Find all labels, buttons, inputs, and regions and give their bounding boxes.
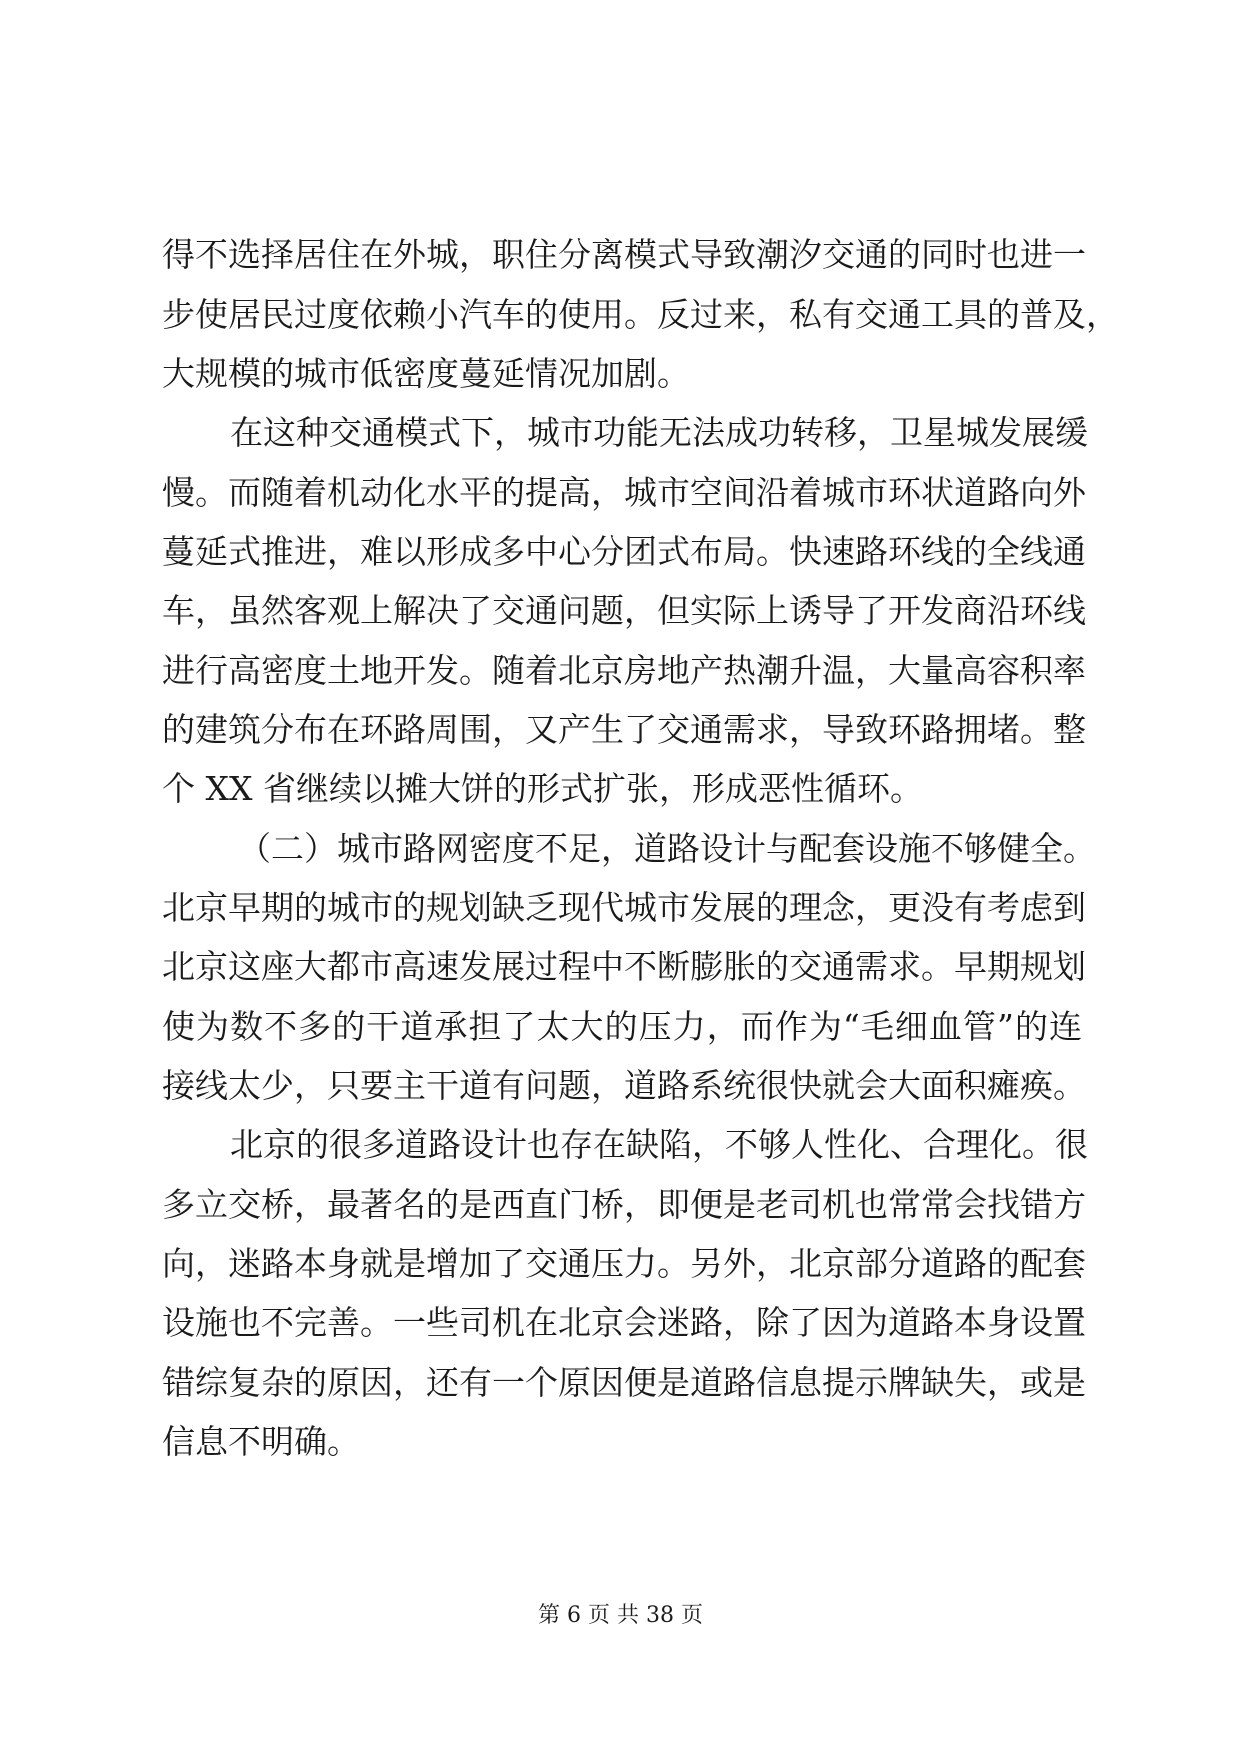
text-line: 北京早期的城市的规划缺乏现代城市发展的理念，更没有考虑到	[162, 888, 1086, 927]
text-line: 北京这座大都市高速发展过程中不断膨胀的交通需求。早期规划	[162, 947, 1086, 986]
section-heading-line: （二）城市路网密度不足，道路设计与配套设施不够健全。	[238, 829, 1096, 868]
text-line: 慢。而随着机动化水平的提高，城市空间沿着城市环状道路向外	[162, 473, 1086, 512]
text-line: 车，虽然客观上解决了交通问题，但实际上诱导了开发商沿环线	[162, 591, 1086, 630]
text-line: 步使居民过度依赖小汽车的使用。反过来，私有交通工具的普及，	[162, 295, 1119, 334]
text-line: 大规模的城市低密度蔓延情况加剧。	[162, 354, 690, 393]
text-line: 接线太少，只要主干道有问题，道路系统很快就会大面积瘫痪。	[162, 1066, 1086, 1105]
paragraph-first-line: 北京的很多道路设计也存在缺陷，不够人性化、合理化。很	[230, 1125, 1088, 1164]
text-line: 多立交桥，最著名的是西直门桥，即便是老司机也常常会找错方	[162, 1185, 1086, 1224]
text-line: 信息不明确。	[162, 1422, 360, 1461]
page-footer: 第 6 页 共 38 页	[538, 1603, 703, 1628]
text-line: 的建筑分布在环路周围，又产生了交通需求，导致环路拥堵。整	[162, 710, 1086, 749]
text-line: 向，迷路本身就是增加了交通压力。另外，北京部分道路的配套	[162, 1244, 1086, 1283]
text-line: 进行高密度土地开发。随着北京房地产热潮升温，大量高容积率	[162, 651, 1086, 690]
text-line: 设施也不完善。一些司机在北京会迷路，除了因为道路本身设置	[162, 1303, 1086, 1342]
text-line: 错综复杂的原因，还有一个原因便是道路信息提示牌缺失，或是	[162, 1363, 1086, 1402]
text-line: 蔓延式推进，难以形成多中心分团式布局。快速路环线的全线通	[162, 532, 1086, 571]
text-line: 使为数不多的干道承担了太大的压力，而作为“毛细血管”的连	[162, 1007, 1082, 1046]
text-line: 得不选择居住在外城，职住分离模式导致潮汐交通的同时也进一	[162, 235, 1086, 274]
paragraph-first-line: 在这种交通模式下，城市功能无法成功转移，卫星城发展缓	[230, 413, 1088, 452]
text-line: 个 XX 省继续以摊大饼的形式扩张，形成恶性循环。	[162, 769, 923, 808]
